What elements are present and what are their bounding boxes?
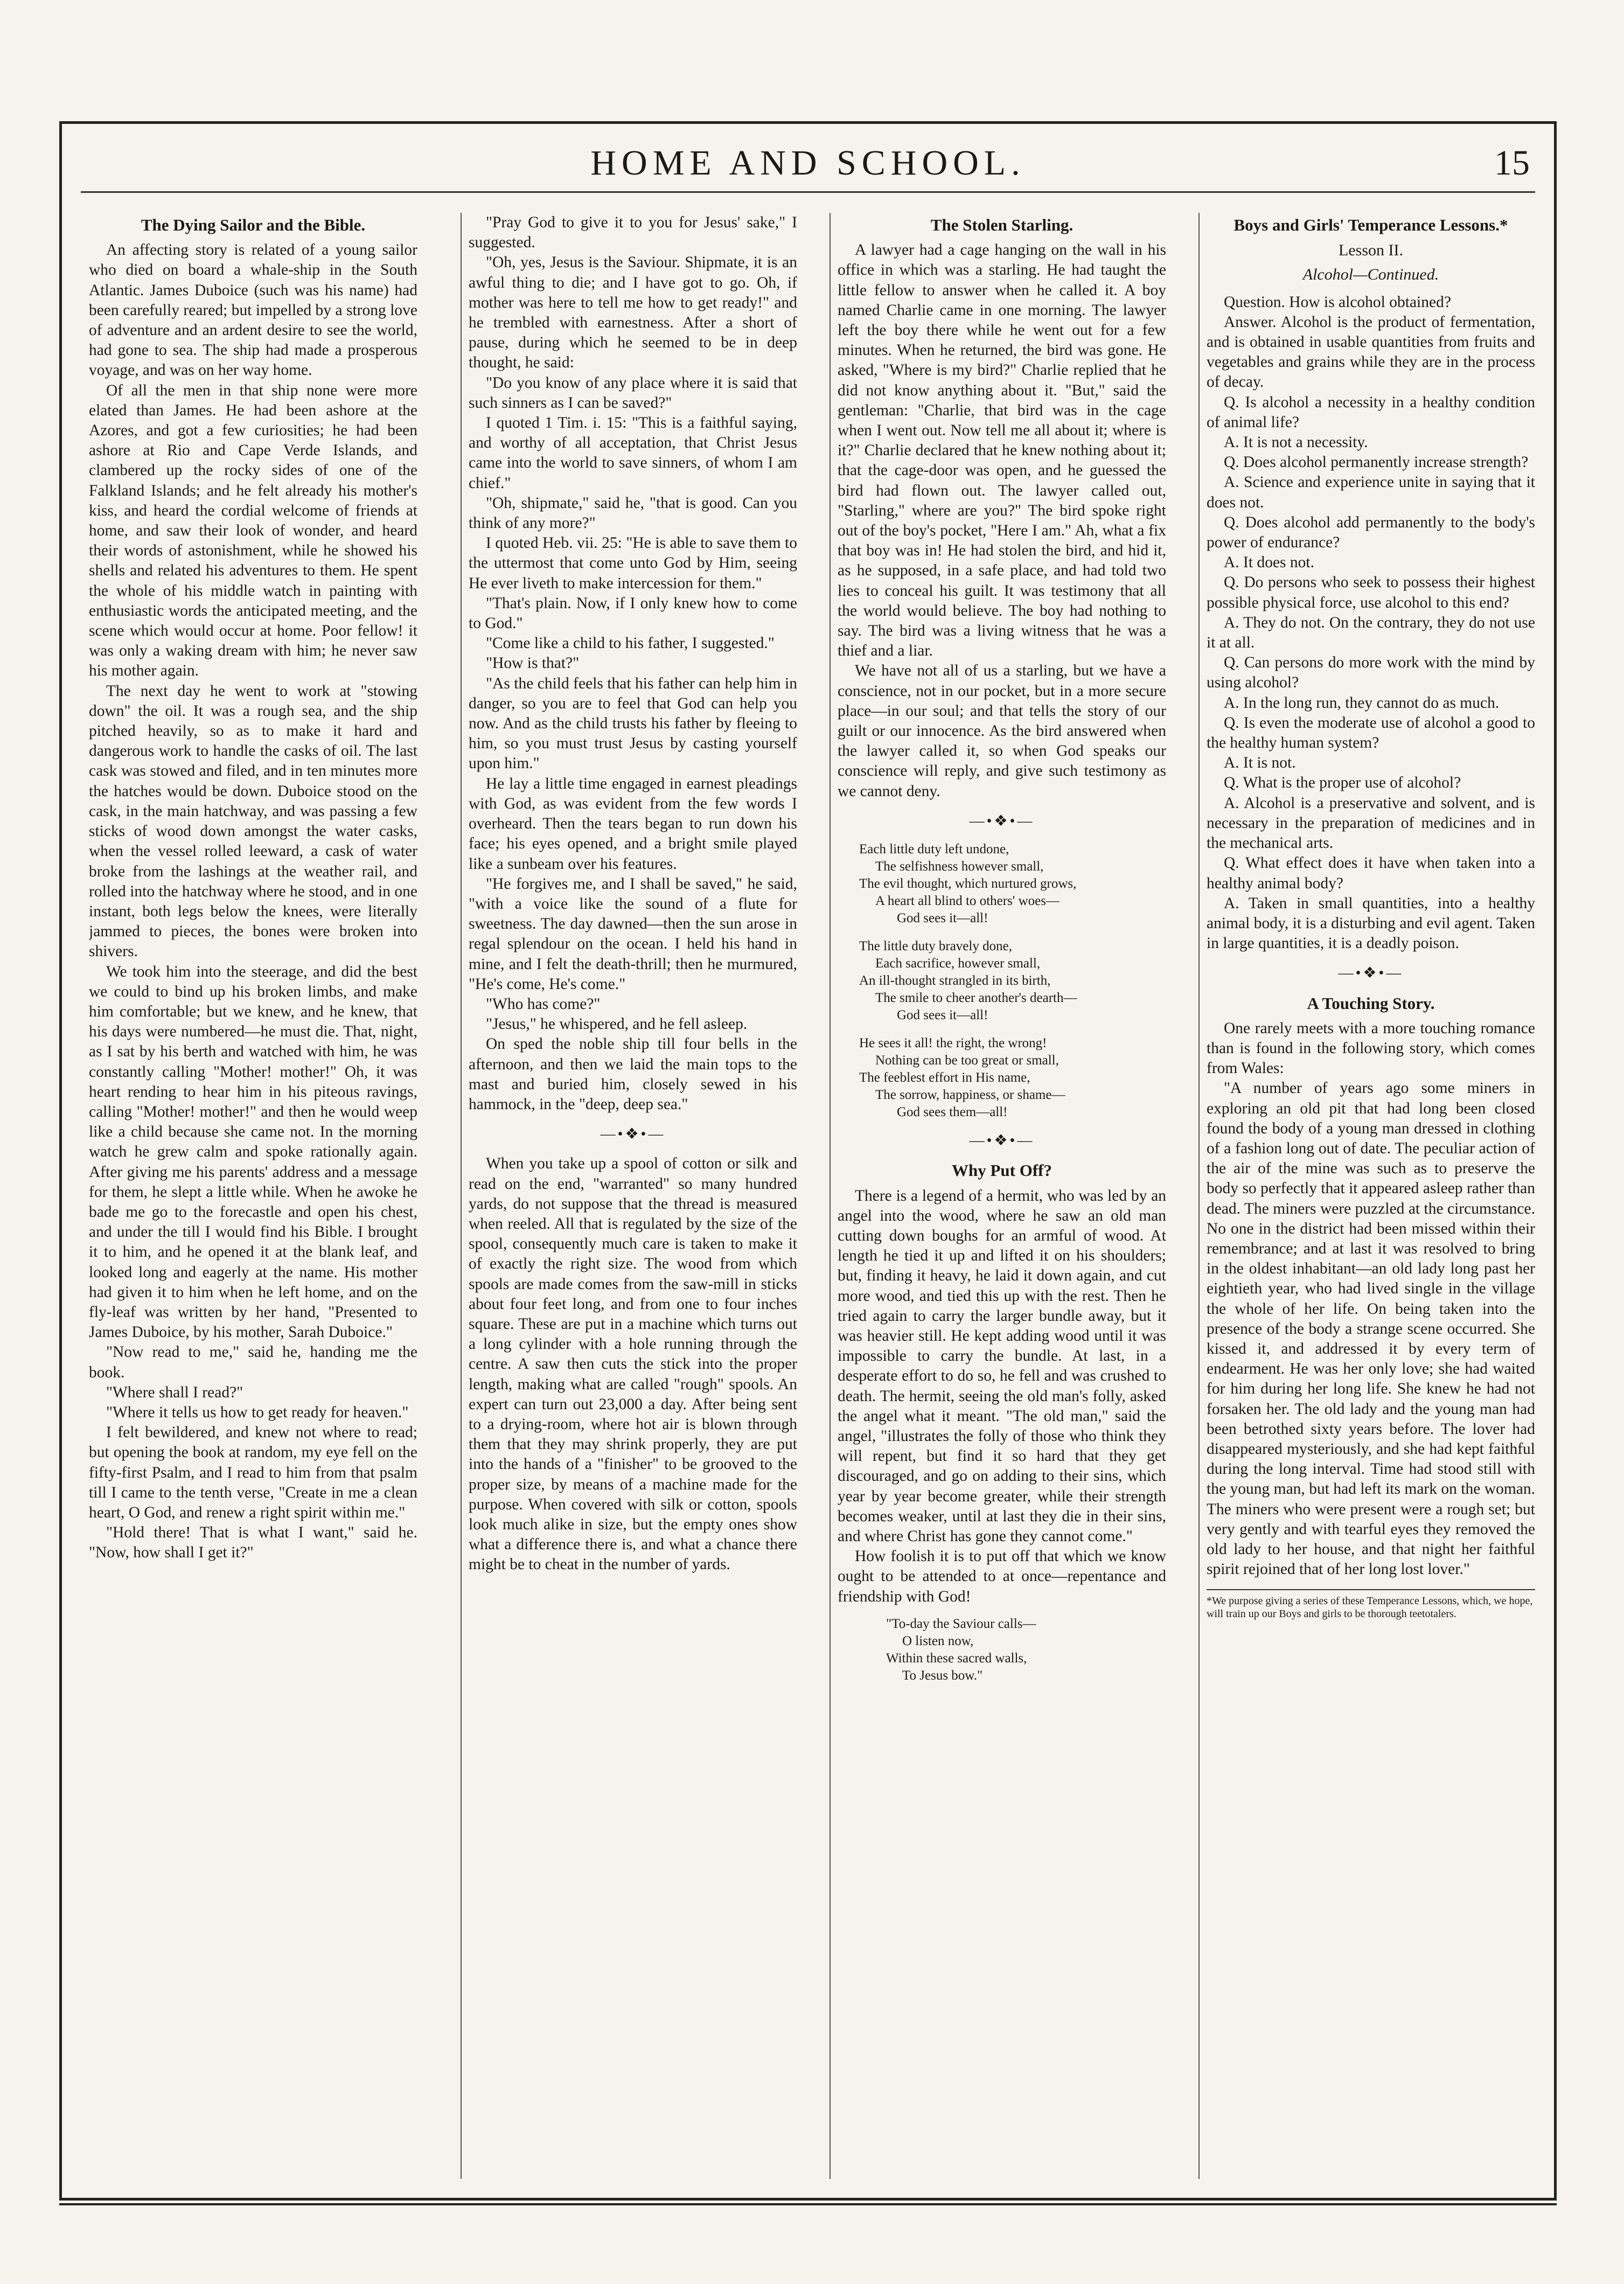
paragraph: On sped the noble ship till four bells in the afternoon, and then we laid the main tops to the mast and buried him, closely sewed in his hammock, in the "deep, deep sea." xyxy=(469,1035,797,1113)
poem xyxy=(859,841,1166,1121)
qa-line: A. They do not. On the contrary, they do not use it at all. xyxy=(1207,614,1535,652)
poem-line: A heart all blind to others' woes— xyxy=(875,894,1060,909)
paragraph: We took him into the steerage, and did the best we could to bind up his broken limbs, and make him comfortable; but we knew, and he knew, that his days were numbered—he must die. That, night, as I sat by his berth and watched with him, he was constantly calling "Mother! mother!" Oh, it was heart rending to hear him in his piteous ravings, calling "Mother! mother!" and then he would weep like a child because she came not. In the morning watch he grew calm and spoke rationally again. After giving me his parents' address and a message for them, he slept a little while. When he awoke he bade me go to the forecastle and open his chest, and under the till I would find his Bible. I brought it to him, and he opened it at the blank leaf, and looked long and eagerly at the name. His mother had given it to him when he left home, and on the fly-leaf was written by her hand, "Presented to James Duboice, by his mother, Sarah Duboice." xyxy=(89,963,417,1341)
poem-line: He sees it all! the right, the wrong! xyxy=(859,1036,1047,1051)
qa-line: A. Science and experience unite in saying that it does not. xyxy=(1207,473,1535,511)
paragraph: "A number of years ago some miners in exploring an old pit that had long been closed found the body of a young man dressed in clothing of a fashion long out of date. The peculiar action of the air of the mine was such as to preserve the body so perfectly that it appeared asleep rather than dead. The miners were puzzled at the circumstance. No one in the district had been missed within their remembrance; and at last it was resolved to bring in the oldest inhabitant—an old lady long past her eightieth year, who had lived single in the village the whole of her life. On being taken into the presence of the body a strange scene occurred. She kissed it, and addressed it by every term of endearment. He was her only love; she had waited for him during her long life. She knew he had not forsaken her. The old lady and the young man had been betrothed sixty years before. The lover had disappeared mysteriously, and she had kept faithful during the long interval. Time had stood still with the young man, but had left its mark on the woman. The miners who were present were a rough set; but very gently and with tearful eyes they removed the old lady to her house, and that night her faithful spirit rejoined that of her long lost lover." xyxy=(1207,1080,1535,1578)
column-4 xyxy=(1207,213,1535,2179)
paragraph: "Oh, yes, Jesus is the Saviour. Shipmate, it is an awful thing to die; and I have got to go. Oh, if mother was here to tell me how to get ready!" and he trembled with earnestness. After a short of pause, during which he seemed to be in deep thought, he said: xyxy=(469,254,797,372)
header-rule xyxy=(81,191,1535,193)
paragraph: "Where it tells us how to get ready for heaven." xyxy=(106,1403,409,1421)
qa-line: Answer. Alcohol is the product of fermentation, and is obtained in usable quantities from fruits and vegetables and grains while they are in the process of decay. xyxy=(1207,313,1535,391)
poem-line: God sees it—all! xyxy=(897,911,988,926)
page-number: 15 xyxy=(1494,143,1530,183)
lesson-number: Lesson II. xyxy=(1339,241,1403,260)
paragraph: "He forgives me, and I shall be saved," he said, "with a voice like the sound of a flute for sweetness. The day dawned—then the sun arose in regal splendour on the ocean. I held his hand in mine, and I felt the death-thrill; then he murmured, "He's come, He's come." xyxy=(469,875,797,993)
poem-line: God sees it—all! xyxy=(897,1008,988,1023)
paragraph: We have not all of us a starling, but we have a conscience, not in our pocket, but in a more secure place—in our soul; and that tells the story of our guilt or our innocence. As the bird answered when the lawyer called it, so when God speaks our conscience will reply, and give such testimony as we cannot deny. xyxy=(838,662,1166,800)
masthead-title: HOME AND SCHOOL. xyxy=(590,143,1026,183)
poem-line: Within these sacred walls, xyxy=(886,1651,1027,1666)
qa-line: A. It is not. xyxy=(1224,754,1296,772)
poem-line: The smile to cheer another's dearth— xyxy=(875,991,1077,1006)
section-divider: —•❖•— xyxy=(1338,965,1404,982)
paragraph: "That's plain. Now, if I only knew how to come to God." xyxy=(469,594,797,632)
qa-line: A. Taken in small quantities, into a healthy animal body, it is a disturbing and evil agent. Taken in large quantities, it is a deadly poison. xyxy=(1207,894,1535,952)
lesson-topic: Alcohol—Continued. xyxy=(1302,266,1439,284)
qa-line: Q. What effect does it have when taken into a healthy animal body? xyxy=(1207,854,1535,892)
poem-line: Each sacrifice, however small, xyxy=(875,956,1041,971)
paragraph: "As the child feels that his father can help him in danger, so you are to feel that God can help you now. And as the child trusts his father by fleeing to him, so you must trust Jesus by casting yourself upon him." xyxy=(469,674,797,772)
qa-line: Q. Is alcohol a necessity in a healthy condition of animal life? xyxy=(1207,393,1535,431)
qa-line: A. In the long run, they cannot do as much. xyxy=(1224,694,1500,712)
column-2 xyxy=(469,213,797,2179)
poem-line: The evil thought, which nurtured grows, xyxy=(859,876,1077,892)
article-columns xyxy=(89,213,1543,2179)
paragraph: I quoted Heb. vii. 25: "He is able to save them to the uttermost that come unto God by Him, seeing He ever liveth to make intercession for them." xyxy=(469,534,797,592)
footnote: *We purpose giving a series of these Temperance Lessons, which, we hope, will train up our Boys and girls to be thorough teetotalers. xyxy=(1207,1589,1535,1620)
column-3 xyxy=(838,213,1166,2179)
paragraph: An affecting story is related of a young sailor who died on board a whale-ship in the South Atlantic. James Duboice (such was his name) had been carefully reared; but impelled by a strong love of adventure and an ardent desire to see the world, had gone to sea. The ship had made a prosperous voyage, and was on her way home. xyxy=(89,241,417,379)
qa-line: A. It is not a necessity. xyxy=(1224,434,1368,451)
paragraph: "Jesus," he whispered, and he fell asleep. xyxy=(486,1015,748,1033)
poem-line: Nothing can be too great or small, xyxy=(875,1053,1059,1068)
closing-verse xyxy=(886,1615,1166,1684)
section-divider: —•❖•— xyxy=(600,1126,666,1143)
paragraph: When you take up a spool of cotton or silk and read on the end, "warranted" so many hundred yards, do not suppose that the thread is measured when reeled. All that is regulated by the size of the spool, consequently much care is taken to make it of exactly the right size. The wood from which spools are made comes from the saw-mill in sticks about four feet long, and from one to four inches square. These are put in a machine which turns out a long cylinder with a hole running through the centre. A saw then cuts the stick into the proper length, making what are called "rough" spools. An expert can turn out 23,000 a day. After being sent to a drying-room, where hot air is blown through them that they may shrink properly, they are put into the hands of a "finisher" to be grooved to the proper size, by means of a machine made for the purpose. When covered with silk or cotton, spools look much alike in size, but the empty ones show what a difference there is, and what a chance there might be to cheat in the number of yards. xyxy=(469,1155,797,1573)
poem-line: The feeblest effort in His name, xyxy=(859,1070,1030,1085)
paragraph: "Who has come?" xyxy=(486,995,601,1013)
article-title: A Touching Story. xyxy=(1307,993,1435,1013)
paragraph: "Do you know of any place where it is said that such sinners as I can be saved?" xyxy=(469,374,797,412)
article-title: Why Put Off? xyxy=(952,1161,1052,1180)
paragraph: "Where shall I read?" xyxy=(106,1383,243,1401)
paragraph: There is a legend of a hermit, who was led by an angel into the wood, where he saw an old man cutting down boughs for an armful of wood. At length he tied it up and lifted it on his shoulders; but, finding it heavy, he laid it down again, and cut more wood, and tied this up with the rest. Then he tried again to carry the larger bundle away, but it was heavier still. He kept adding wood until it was impossible to carry the bundle. At last, in a desperate effort to do so, he fell and was crushed to death. The hermit, seeing the old man's folly, asked the angel what it meant. "The old man," said the angel, "illustrates the folly of those who think they will repent, but find it so hard that they get discouraged, and go on adding to their sins, which year by year become greater, while their strength becomes weaker, until at last they die in their sins, and where Christ has gone they cannot come." xyxy=(838,1187,1166,1545)
paragraph: The next day he went to work at "stowing down" the oil. It was a rough sea, and the ship pitched heavily, so as to make it hard and dangerous work to handle the casks of oil. The last cask was stowed and filed, and in ten minutes more the hatches would be down. Duboice stood on the cask, in the main hatchway, and was passing a few sticks of wood down amongst the water casks, when the vessel rolled leeward, a cask of water broke from the lashings at the weather rail, and rolled into the hatchway where he stood, and in one instant, both legs below the knees, were literally jammed to pieces, the bones were broken into shivers. xyxy=(89,682,417,960)
qa-line: Q. Does alcohol permanently increase strength? xyxy=(1224,454,1529,471)
paragraph: Of all the men in that ship none were more elated than James. He had been ashore at the Azores, and got a few curiosities; he had been ashore at Rio and Cape Verde Islands, and clambered up the rocky sides of one of the Falkland Islands; and he felt already his mother's kiss, and heard the cordial welcome of friends at home, and saw their look of wonder, and heard their words of astonishment, while he showed his shells and related his adventures to them. He spent the whole of his middle watch in painting with enthusiastic words the anticipated meeting, and the scene which would occur at home. Poor fellow! it was only a waking dream with him; he never saw his mother again. xyxy=(89,381,417,680)
poem-line: The selfishness however small, xyxy=(875,859,1044,874)
qa-line: Q. Is even the moderate use of alcohol a good to the healthy human system? xyxy=(1207,714,1535,752)
poem-line: An ill-thought strangled in its birth, xyxy=(859,973,1051,988)
paragraph: I felt bewildered, and knew not where to read; but opening the book at random, my eye fell on the fifty-first Psalm, and I read to him from that psalm till I came to the tenth verse, "Create in me a clean heart, O God, and renew a right spirit within me." xyxy=(89,1424,417,1521)
poem-line: To Jesus bow." xyxy=(902,1668,983,1683)
article-title: Boys and Girls' Temperance Lessons.* xyxy=(1233,215,1508,234)
paragraph: "How is that?" xyxy=(486,654,580,672)
qa-line: A. It does not. xyxy=(1224,554,1314,572)
poem-line: The sorrow, happiness, or shame— xyxy=(875,1088,1065,1103)
paragraph: "Hold there! That is what I want," said he. "Now, how shall I get it?" xyxy=(89,1524,417,1562)
paragraph: A lawyer had a cage hanging on the wall in his office in which was a starling. He had taught the little fellow to answer when he called it. A boy named Charlie came in one morning. The lawyer left the boy there while he went out for a few minutes. When he returned, the bird was gone. He asked, "Where is my bird?" Charlie replied that he did not know anything about it. "But," said the gentleman: "Charlie, that bird was in the cage when I went out. Now tell me all about it; where is it?" Charlie declared that he knew nothing about it; that the cage-door was open, and he guessed the bird had flown out. The lawyer called out, "Starling," where are you?" The bird spoke right out of the boy's pocket, "Here I am." Ah, what a fix that boy was in! He had stolen the bird, and hid it, as he supposed, in a safe place, and had told two lies to conceal his guilt. It was testimony that all the world would believe. The boy had nothing to say. The bird was a living witness that he was a thief and a liar. xyxy=(838,241,1166,660)
poem-line: God sees them—all! xyxy=(897,1105,1008,1120)
qa-line: Q. Does alcohol add permanently to the body's power of endurance? xyxy=(1207,513,1535,552)
paragraph: "Oh, shipmate," said he, "that is good. Can you think of any more?" xyxy=(469,494,797,532)
qa-line: Question. How is alcohol obtained? xyxy=(1224,293,1451,311)
paragraph: "Pray God to give it to you for Jesus' sake," I suggested. xyxy=(469,214,797,252)
section-divider: —•❖•— xyxy=(969,1132,1035,1150)
paragraph: How foolish it is to put off that which we know ought to be attended to at once—repentance and friendship with God! xyxy=(838,1548,1166,1605)
poem-line: O listen now, xyxy=(902,1633,974,1648)
paragraph: I quoted 1 Tim. i. 15: "This is a faithful saying, and worthy of all acceptation, that Christ Jesus came into the world to save sinners, of whom I am chief." xyxy=(469,414,797,492)
poem-line: "To-day the Saviour calls— xyxy=(886,1616,1036,1631)
qa-line: Q. Can persons do more work with the mind by using alcohol? xyxy=(1207,654,1535,692)
paragraph: "Now read to me," said he, handing me the book. xyxy=(89,1343,417,1381)
article-title: The Stolen Starling. xyxy=(930,215,1074,234)
bottom-rule xyxy=(59,2203,1557,2205)
qa-line: Q. Do persons who seek to possess their highest possible physical force, use alcohol to this end? xyxy=(1207,574,1535,611)
article-title: The Dying Sailor and the Bible. xyxy=(141,215,366,234)
section-divider: —•❖•— xyxy=(969,812,1035,830)
column-1 xyxy=(89,213,417,2179)
qa-line: A. Alcohol is a preservative and solvent, and is necessary in the preparation of medicines and in the mechanical arts. xyxy=(1207,794,1535,852)
paragraph: One rarely meets with a more touching romance than is found in the following story, which comes from Wales: xyxy=(1207,1019,1535,1077)
poem-line: Each little duty left undone, xyxy=(859,842,1009,857)
paragraph: "Come like a child to his father, I suggested." xyxy=(486,635,775,652)
paragraph: He lay a little time engaged in earnest pleadings with God, as was evident from the few words I overheard. Then the tears began to run down his face; his eyes opened, and a bright smile played like a sunbeam over his features. xyxy=(469,775,797,873)
qa-line: Q. What is the proper use of alcohol? xyxy=(1224,774,1461,792)
poem-line: The little duty bravely done, xyxy=(859,939,1012,954)
